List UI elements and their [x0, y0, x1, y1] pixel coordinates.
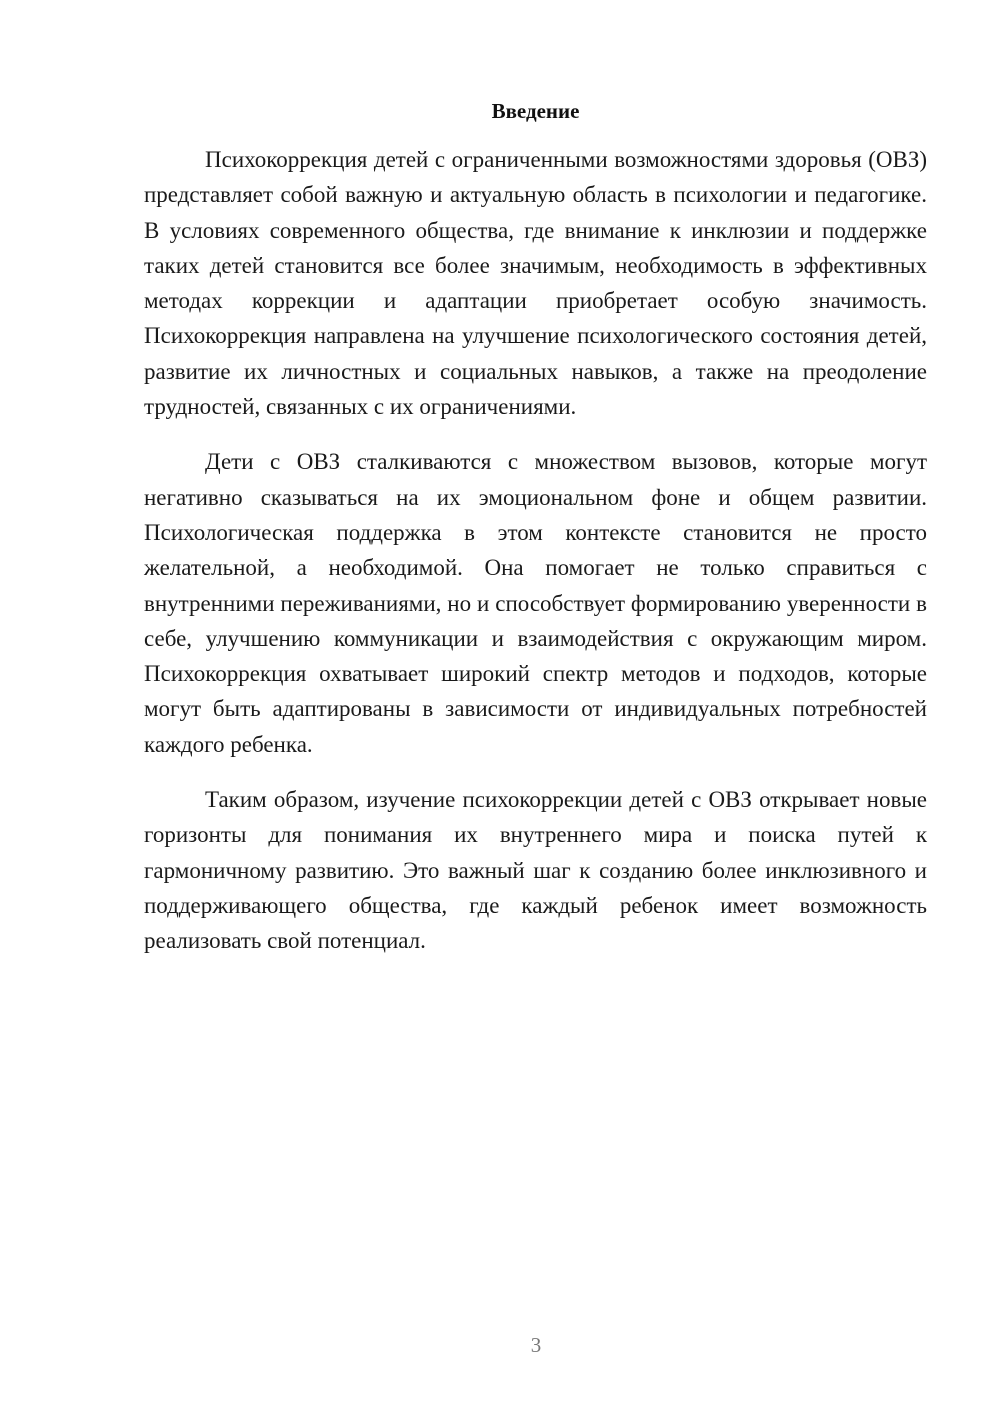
page-number: 3 — [530, 1333, 542, 1357]
body-text — [144, 142, 927, 959]
paragraph-2: Дети с ОВЗ сталкиваются с множеством вызовов, которые могут негативно сказываться на их эмоциональном фоне и общем развитии. Психологическая поддержка в этом контексте становится не просто желательной, а необходимой. Она помогает не только справиться с внутренними переживаниями, но и способствует формированию уверенности в себе, улучшению коммуникации и взаимодействия с окружающим миром. Психокоррекция охватывает широкий спектр методов и подходов, которые могут быть адаптированы в зависимости от индивидуальных потребностей каждого ребенка. — [144, 449, 927, 757]
section-heading: Введение — [491, 99, 580, 123]
paragraph-3: Таким образом, изучение психокоррекции детей с ОВЗ открывает новые горизонты для понимания их внутреннего мира и поиска путей к гармоничному развитию. Это важный шаг к созданию более инклюзивного и поддерживающего общества, где каждый ребенок имеет возможность реализовать свой потенциал. — [144, 787, 927, 954]
paragraph-1: Психокоррекция детей с ограниченными возможностями здоровья (ОВЗ) представляет собой важную и актуальную область в психологии и педагогике. В условиях современного общества, где внимание к инклюзии и поддержке таких детей становится все более значимым, необходимость в эффективных методах коррекции и адаптации приобретает особую значимость. Психокоррекция направлена на улучшение психологического состояния детей, развитие их личностных и социальных навыков, а также на преодоление трудностей, связанных с их ограничениями. — [144, 147, 927, 420]
